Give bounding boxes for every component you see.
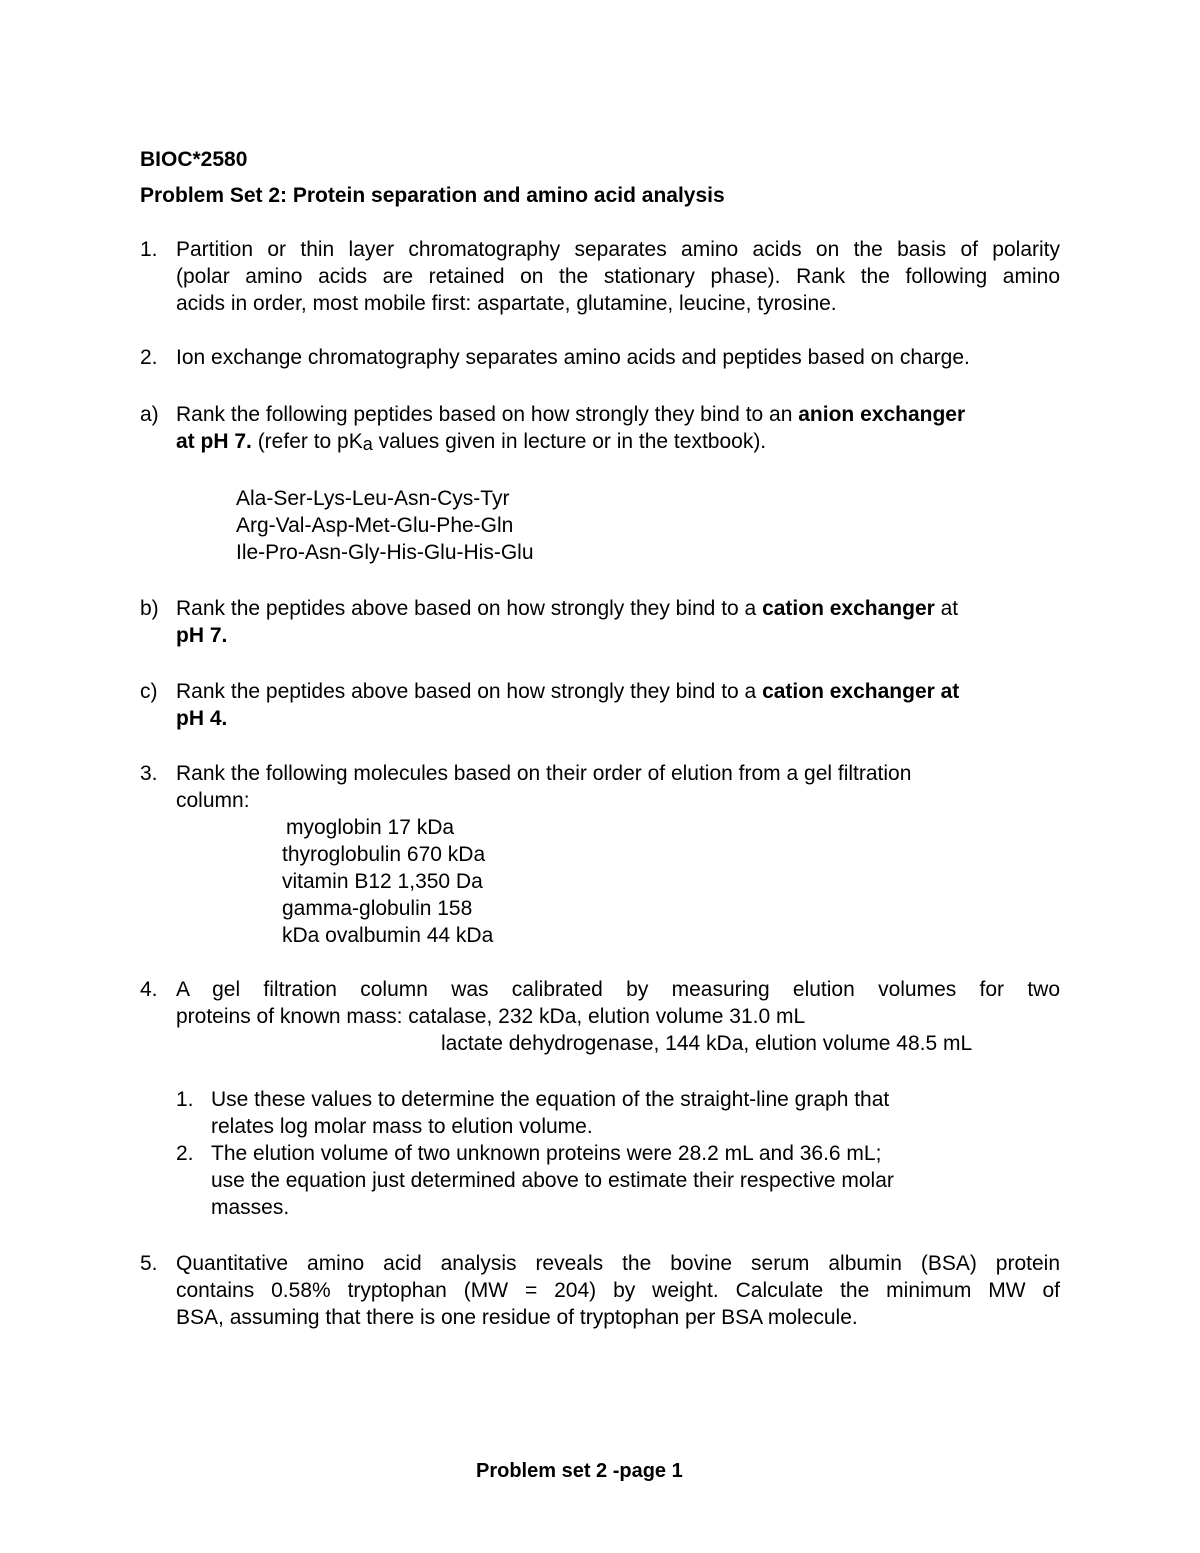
- question-text-line: [176, 680, 959, 704]
- question-text: Rank the peptides above based on how strongly they bind to a: [176, 680, 763, 703]
- question-text: values given in lecture or in the textbook).: [372, 430, 767, 453]
- question-number: 3.: [140, 762, 158, 785]
- course-code: BIOC*2580: [140, 148, 248, 171]
- subquestion-label: a): [140, 403, 159, 426]
- peptide-sequence: Ile-Pro-Asn-Gly-His-Glu-His-Glu: [236, 541, 534, 564]
- question-text-line: Rank the following molecules based on their order of elution from a gel filtration: [176, 762, 912, 785]
- molecule-item: gamma-globulin 158: [282, 897, 473, 920]
- molecule-item: kDa ovalbumin 44 kDa: [282, 924, 494, 947]
- emphasis-text: cation exchanger: [762, 597, 935, 620]
- peptide-sequence: Ala-Ser-Lys-Leu-Asn-Cys-Tyr: [236, 487, 510, 510]
- subquestion-label: b): [140, 597, 159, 620]
- question-text-line: [176, 403, 965, 427]
- subquestion-number: 2.: [176, 1142, 194, 1165]
- question-text-line: Partition or thin layer chromatography separates amino acids on the basis of polarity: [176, 238, 1060, 261]
- peptide-sequence: Arg-Val-Asp-Met-Glu-Phe-Gln: [236, 514, 514, 537]
- subscript-text: a: [362, 434, 373, 454]
- emphasis-text: pH 7.: [176, 624, 228, 647]
- question-text: at: [934, 597, 959, 620]
- subquestion-number: 1.: [176, 1088, 194, 1111]
- page-footer: Problem set 2 -page 1: [476, 1460, 683, 1482]
- molecule-item: vitamin B12 1,350 Da: [282, 870, 483, 893]
- question-text-line: Ion exchange chromatography separates amino acids and peptides based on charge.: [176, 346, 970, 369]
- question-number: 2.: [140, 346, 158, 369]
- emphasis-text: anion exchanger: [798, 403, 966, 426]
- question-text-line: Quantitative amino acid analysis reveals the bovine serum albumin (BSA) protein: [176, 1252, 1060, 1275]
- question-text-line: A gel filtration column was calibrated by measuring elution volumes for two: [176, 978, 1060, 1001]
- question-text-line: relates log molar mass to elution volume.: [211, 1115, 593, 1138]
- question-text-line: BSA, assuming that there is one residue of tryptophan per BSA molecule.: [176, 1306, 858, 1329]
- question-text: (refer to pK: [251, 430, 363, 453]
- question-text-line: proteins of known mass: catalase, 232 kDa, elution volume 31.0 mL: [176, 1005, 806, 1028]
- page-title: Problem Set 2: Protein separation and amino acid analysis: [140, 184, 725, 207]
- question-text-line: contains 0.58% tryptophan (MW = 204) by weight. Calculate the minimum MW of: [176, 1279, 1060, 1302]
- question-text-line: [176, 597, 958, 621]
- emphasis-text: cation exchanger at: [762, 680, 960, 703]
- molecule-item: thyroglobulin 670 kDa: [282, 843, 486, 866]
- question-text-line: Use these values to determine the equation of the straight-line graph that: [211, 1088, 890, 1111]
- question-text-line: lactate dehydrogenase, 144 kDa, elution volume 48.5 mL: [441, 1032, 973, 1055]
- emphasis-text: pH 4.: [176, 707, 228, 730]
- question-text: Rank the peptides above based on how strongly they bind to a: [176, 597, 763, 620]
- subquestion-label: c): [140, 680, 158, 703]
- question-number: 4.: [140, 978, 158, 1001]
- question-number: 5.: [140, 1252, 158, 1275]
- question-text-line: use the equation just determined above to estimate their respective molar: [211, 1169, 894, 1192]
- question-text-line: masses.: [211, 1196, 290, 1219]
- molecule-item: myoglobin 17 kDa: [286, 816, 455, 839]
- question-text: Rank the following peptides based on how strongly they bind to an: [176, 403, 799, 426]
- question-text-line: (polar amino acids are retained on the stationary phase). Rank the following amino: [176, 265, 1060, 288]
- question-text-line: acids in order, most mobile first: aspartate, glutamine, leucine, tyrosine.: [176, 292, 837, 315]
- question-text-line: [176, 430, 766, 454]
- question-number: 1.: [140, 238, 158, 261]
- question-text-line: The elution volume of two unknown proteins were 28.2 mL and 36.6 mL;: [211, 1142, 882, 1165]
- question-text-line: column:: [176, 789, 250, 812]
- emphasis-text: at pH 7.: [176, 430, 252, 453]
